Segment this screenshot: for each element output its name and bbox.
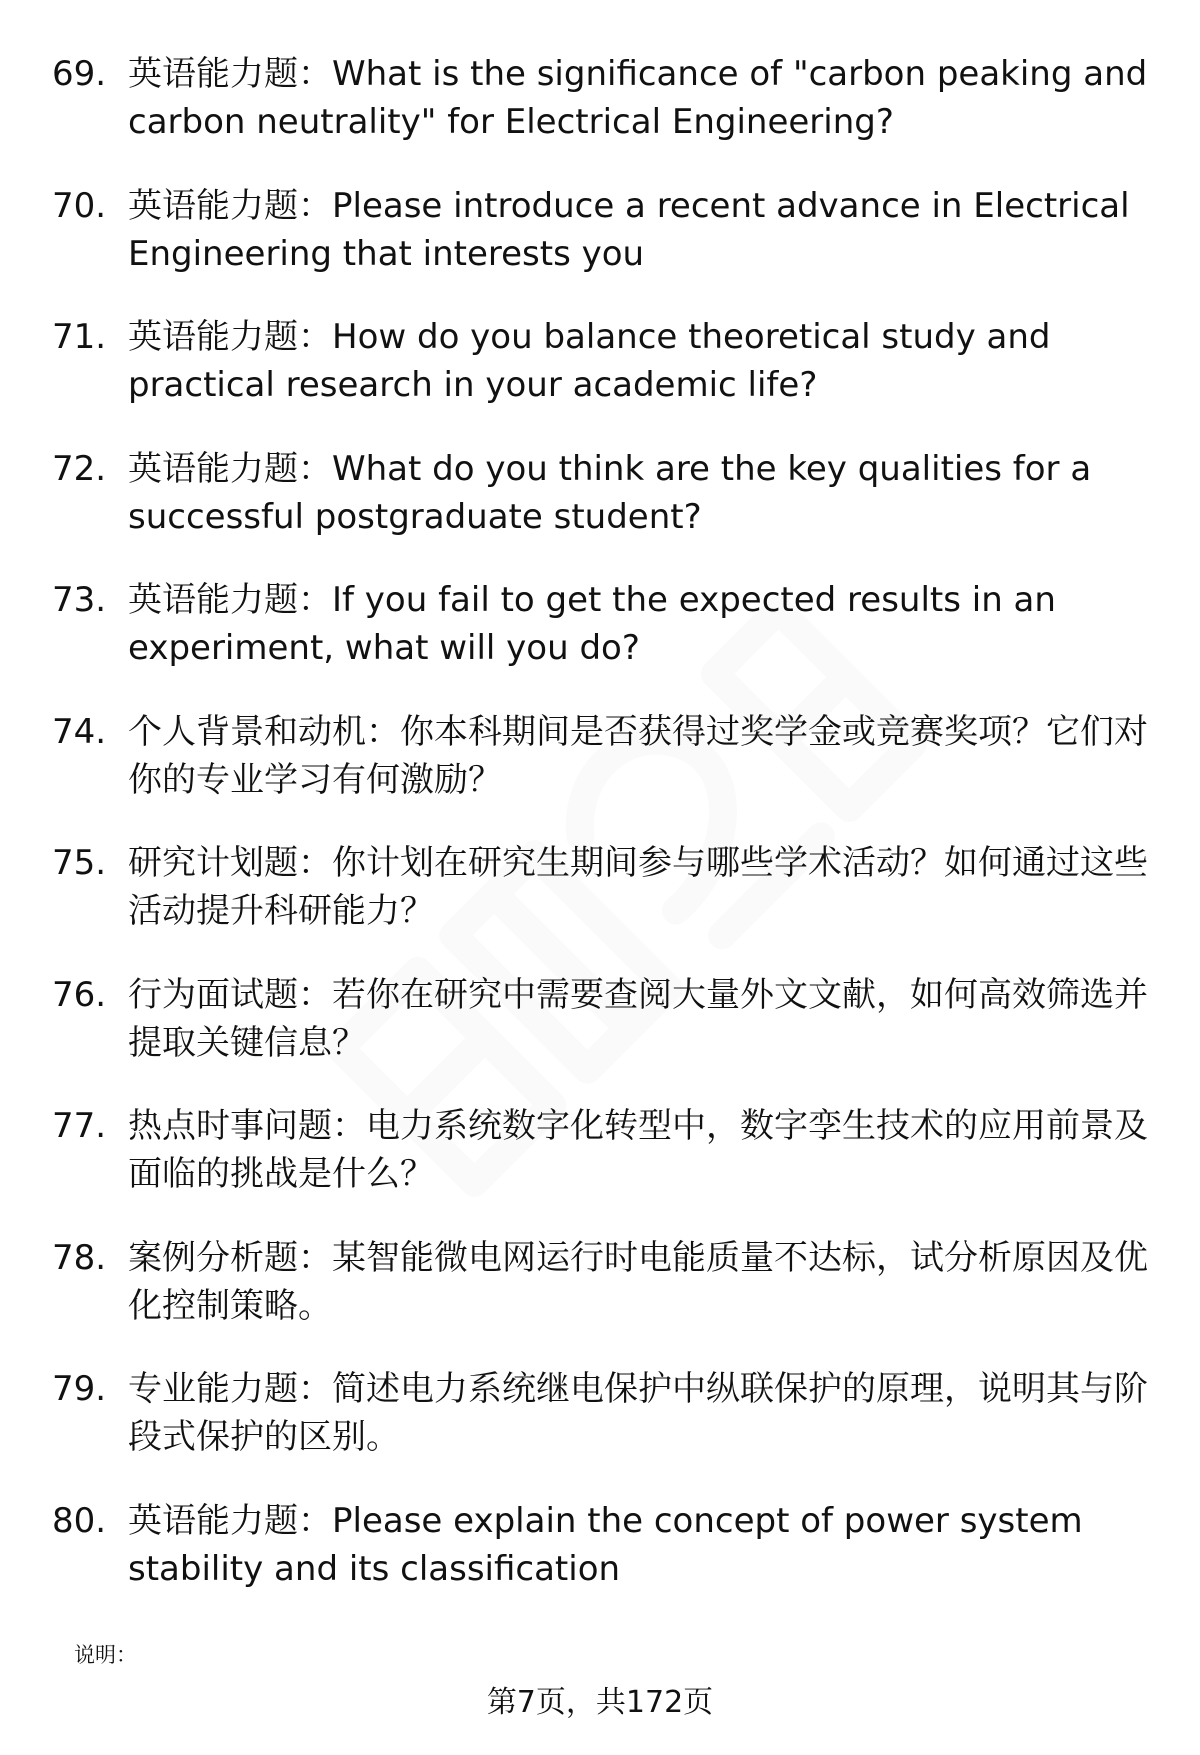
question-item — [52, 182, 1152, 314]
question-text: 英语能力题：What do you think are the key qualities for a successful postgraduate student? — [128, 448, 1092, 537]
question-text: 英语能力题：If you fail to get the expected results in an experiment, what will you do? — [128, 580, 1056, 668]
question-text: 英语能力题：Please explain the concept of power system stability and its classification — [128, 1500, 1083, 1589]
question-number: 71. — [52, 317, 107, 357]
question-item — [52, 708, 1152, 840]
question-number: 80. — [52, 1500, 107, 1541]
question-item — [52, 445, 1152, 577]
question-item — [52, 50, 1152, 182]
question-number: 69. — [52, 54, 107, 94]
question-item — [52, 839, 1152, 971]
question-number: 78. — [52, 1237, 107, 1278]
note-label: 说明： — [74, 1643, 137, 1667]
question-number: 77. — [52, 1106, 107, 1146]
question-text: 专业能力题：简述电力系统继电保护中纵联保护的原理，说明其与阶段式保护的区别。 — [128, 1369, 1148, 1457]
question-number: 70. — [52, 185, 107, 226]
question-item — [52, 1365, 1152, 1497]
page-footer: 第7页，共172页 — [486, 1685, 714, 1720]
question-text: 英语能力题：Please introduce a recent advance in Electrical Engineering that interests you — [128, 185, 1130, 274]
question-item — [52, 576, 1152, 708]
question-number: 74. — [52, 711, 107, 752]
question-item — [52, 1234, 1152, 1366]
question-list — [52, 50, 1152, 1628]
question-text: 个人背景和动机：你本科期间是否获得过奖学金或竞赛奖项？它们对你的专业学习有何激励？ — [128, 711, 1148, 800]
question-text: 研究计划题：你计划在研究生期间参与哪些学术活动？如何通过这些活动提升科研能力？ — [128, 843, 1148, 931]
question-text: 英语能力题：What is the significance of "carbon peaking and carbon neutrality" for Electrical Engineering? — [128, 54, 1148, 142]
question-text: 热点时事问题：电力系统数字化转型中，数字孪生技术的应用前景及面临的挑战是什么？ — [128, 1106, 1148, 1194]
question-number: 73. — [52, 580, 107, 620]
question-number: 75. — [52, 843, 107, 883]
question-item — [52, 1102, 1152, 1234]
question-item — [52, 313, 1152, 445]
question-item — [52, 1497, 1152, 1629]
question-text: 行为面试题：若你在研究中需要查阅大量外文文献，如何高效筛选并提取关键信息？ — [128, 974, 1148, 1063]
question-number: 72. — [52, 448, 107, 489]
question-text: 英语能力题：How do you balance theoretical study and practical research in your academic life? — [128, 317, 1051, 405]
question-number: 76. — [52, 974, 107, 1015]
question-number: 79. — [52, 1369, 107, 1409]
question-text: 案例分析题：某智能微电网运行时电能质量不达标，试分析原因及优化控制策略。 — [128, 1237, 1148, 1326]
question-item — [52, 971, 1152, 1103]
